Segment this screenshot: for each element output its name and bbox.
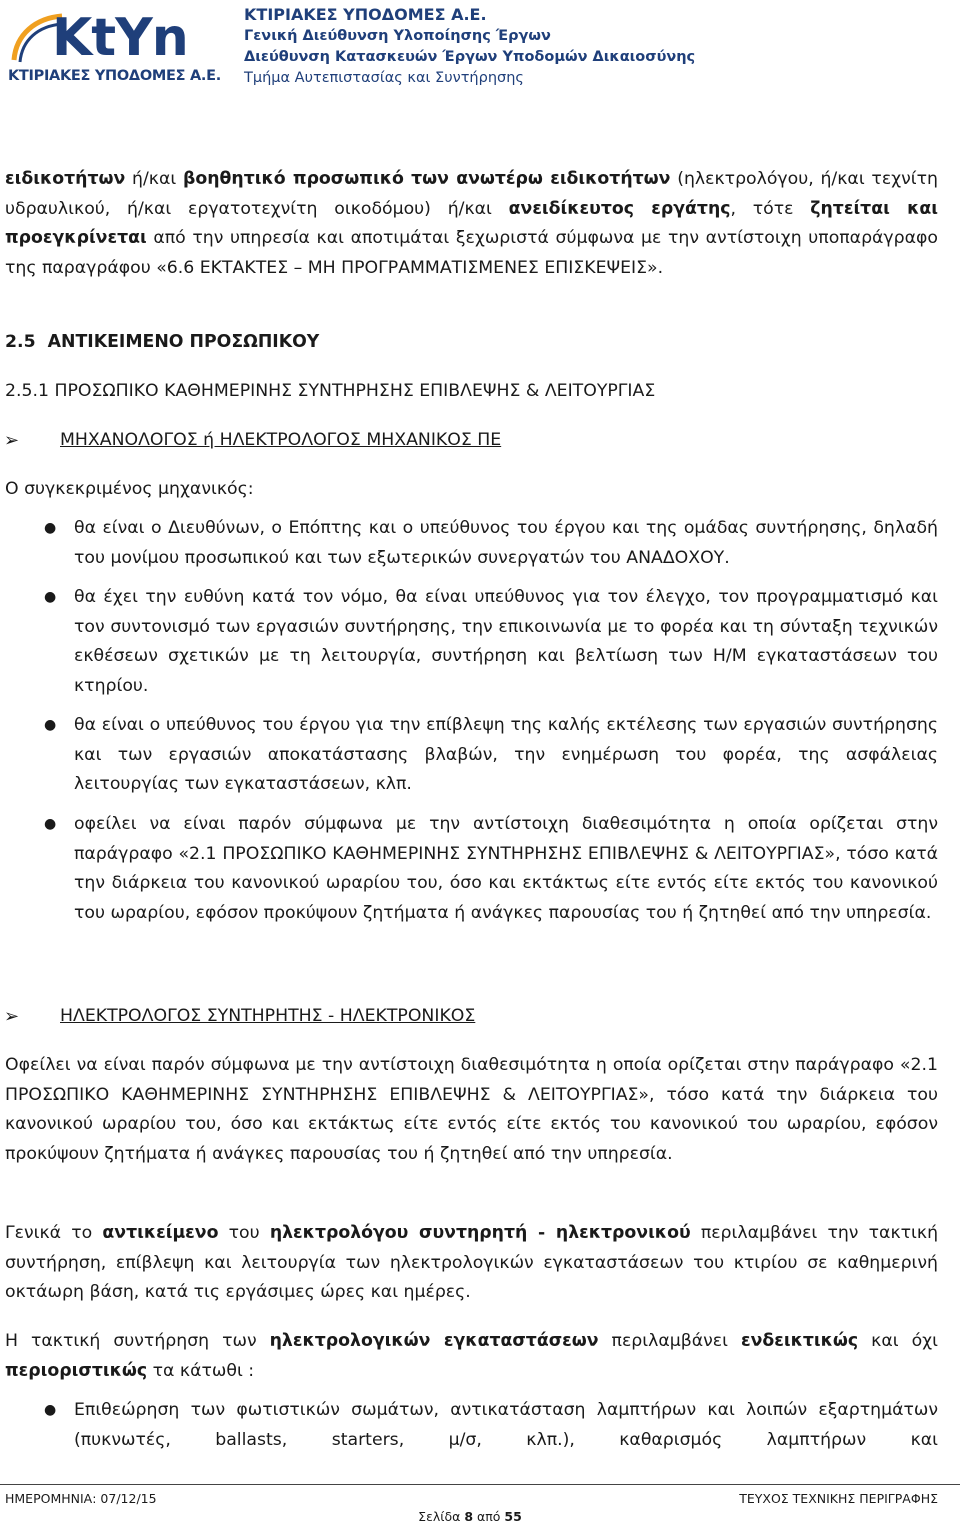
company-logo <box>8 6 240 98</box>
text-span: (ηλεκτρολόγου, ή/και τεχνίτη υδραυλικού, ή/και εργατοτεχνίτη οικοδόμου) ή/και <box>5 169 939 219</box>
footer-divider <box>0 1484 960 1485</box>
text-span: Γενικά το <box>5 1223 103 1243</box>
company-name: ΚΤΙΡΙΑΚΕΣ ΥΠΟΔΟΜΕΣ Α.Ε. <box>244 5 487 24</box>
text-span: περιλαμβάνει <box>598 1331 741 1351</box>
page-number-mid: από <box>473 1509 505 1524</box>
text-bold: ζητείται και προεγκρίνεται <box>5 198 938 248</box>
text-span: Η τακτική συντήρηση των <box>5 1331 270 1351</box>
text-span: του <box>218 1223 270 1243</box>
text-span: και όχι <box>858 1331 938 1351</box>
bullet-dot-icon: ● <box>44 520 57 536</box>
directorate-name: Διεύθυνση Κατασκευών Έργων Υποδομών Δικαιοσύνης <box>244 49 696 65</box>
intro-paragraph <box>5 165 938 283</box>
arrow-bullet-icon: ➢ <box>4 1006 20 1027</box>
text-bold: ειδικοτήτων <box>5 169 126 189</box>
text-bold: βοηθητικό προσωπικό των ανωτέρω ειδικοτήτων <box>182 169 671 189</box>
bullet-dot-icon: ● <box>44 816 57 832</box>
text-span: ή/και <box>125 169 183 189</box>
logo-subtitle: ΚΤΙΡΙΑΚΕΣ ΥΠΟΔΟΜΕΣ Α.Ε. <box>8 68 221 84</box>
role2-paragraph-availability: Οφείλει να είναι παρόν σύμφωνα με την αντίστοιχη διαθεσιμότητα η οποία ορίζεται στην παράγραφο «2.1 ΠΡΟΣΩΠΙΚΟ ΚΑΘΗΜΕΡΙΝΗΣ ΣΥΝΤΗΡΗΣΗΣ ΕΠΙΒΛΕΨΗΣ & ΛΕΙΤΟΥΡΓΙΑΣ», τόσο κατά την διάρκεια του κανονικού ωραρίου του, όσο και εκτάκτως είτε εντός είτε εκτός του κανονικού του ωραρίου, εφόσον προκύψουν ζητήματα ή ανάγκες παρουσίας του ή ζητηθεί από την υπηρεσία. <box>5 1055 938 1164</box>
role-intro: Ο συγκεκριμένος μηχανικός: <box>5 479 254 499</box>
header-text-block <box>244 4 695 89</box>
page-number-current: 8 <box>464 1509 474 1524</box>
page-number <box>0 1509 940 1524</box>
role-title-engineer: ΜΗΧΑΝΟΛΟΓΟΣ ή ΗΛΕΚΤΡΟΛΟΓΟΣ ΜΗΧΑΝΙΚΟΣ ΠΕ <box>60 430 502 450</box>
text-bold: ηλεκτρολόγου συντηρητή - ηλεκτρονικού <box>269 1223 691 1243</box>
page-number-prefix: Σελίδα <box>418 1509 465 1524</box>
department-name: Τμήμα Αυτεπιστασίας και Συντήρησης <box>244 70 524 86</box>
page-header <box>8 4 952 100</box>
list-item: οφείλει να είναι παρόν σύμφωνα με την αντίστοιχη διαθεσιμότητα η οποία ορίζεται στην παράγραφο «2.1 ΠΡΟΣΩΠΙΚΟ ΚΑΘΗΜΕΡΙΝΗΣ ΣΥΝΤΗΡΗΣΗΣ ΕΠΙΒΛΕΨΗΣ & ΛΕΙΤΟΥΡΓΙΑΣ», τόσο κατά την διάρκεια του κανονικού ωραρίου του, όσο και εκτάκτως είτε εντός είτε εκτός του κανονικού του ωραρίου, εφόσον προκύψουν ζητήματα ή ανάγκες παρουσίας του ή ζητηθεί από την υπηρεσία. <box>74 814 938 923</box>
bullet-dot-icon: ● <box>44 1402 57 1418</box>
bullet-dot-icon: ● <box>44 589 57 605</box>
section-heading: 2.5 ΑΝΤΙΚΕΙΜΕΝΟ ΠΡΟΣΩΠΙΚΟΥ <box>5 332 320 352</box>
list-item: θα είναι ο Διευθύνων, ο Επόπτης και ο υπεύθυνος του έργου και της ομάδας συντήρησης, δηλαδή του μονίμου προσωπικού και των εξωτερικών συνεργατών του ΑΝΑΔΟΧΟΥ. <box>74 518 938 568</box>
text-bold: ανειδίκευτος εργάτης <box>508 198 731 219</box>
page-number-total: 55 <box>504 1509 522 1524</box>
text-span: τα κάτωθι : <box>147 1360 255 1381</box>
text-bold: ενδεικτικώς <box>740 1331 859 1351</box>
subsection-heading: 2.5.1 ΠΡΟΣΩΠΙΚΟ ΚΑΘΗΜΕΡΙΝΗΣ ΣΥΝΤΗΡΗΣΗΣ ΕΠΙΒΛΕΨΗΣ & ΛΕΙΤΟΥΡΓΙΑΣ <box>5 381 656 401</box>
text-span: , τότε <box>730 198 811 219</box>
logo-wordmark: KtYn <box>52 8 188 68</box>
text-span: περιλαμβάνει την τακτική συντήρηση, επίβλεψη και λειτουργία των ηλεκτρολογικών εγκαταστάσεων του κτιρίου σε καθημερινή οκτάωρη βάση, κατά τις εργάσιμες ώρες και ημέρες. <box>5 1223 939 1302</box>
list-item: θα είναι ο υπεύθυνος του έργου για την επίβλεψη της καλής εκτέλεσης των εργασιών συντήρησης και των εργασιών αποκατάστασης βλαβών, την ενημέρωση του φορέα, της ασφάλειας λειτουργίας των εγκαταστάσεων, κλπ. <box>74 715 938 794</box>
text-bold: περιοριστικώς <box>5 1360 148 1381</box>
text-bold: αντικείμενο <box>102 1223 219 1243</box>
arrow-bullet-icon: ➢ <box>4 430 20 451</box>
text-span: από την υπηρεσία και αποτιμάται ξεχωριστά σύμφωνα με την αντίστοιχη υποπαράγραφο της παραγράφου «6.6 ΕΚΤΑΚΤΕΣ – ΜΗ ΠΡΟΓΡΑΜΜΑΤΙΣΜΕΝΕΣ ΕΠΙΣΚΕΨΕΙΣ». <box>5 228 938 278</box>
bullet-dot-icon: ● <box>44 717 57 733</box>
text-bold: ηλεκτρολογικών εγκαταστάσεων <box>269 1331 599 1351</box>
list-item: Επιθεώρηση των φωτιστικών σωμάτων, αντικατάσταση λαμπτήρων και λοιπών εξαρτημάτων (πυκνωτές, ballasts, starters, μ/σ, κλπ.), καθαρισμός λαμπτήρων και <box>74 1400 938 1450</box>
list-item: θα έχει την ευθύνη κατά τον νόμο, θα είναι υπεύθυνος για τον έλεγχο, τον προγραμματισμό και τον συντονισμό των εργασιών συντήρησης, την επικοινωνία με το φορέα και τη σύνταξη τεχνικών εκθέσεων σχετικών με τη λειτουργία, συντήρηση και βελτίωση των Η/Μ εγκαταστάσεων του κτηρίου. <box>74 587 938 696</box>
role2-paragraph-scope <box>5 1219 938 1308</box>
footer-date: ΗΜΕΡΟΜΗΝΙΑ: 07/12/15 <box>5 1491 157 1506</box>
footer-document-type: ΤΕΥΧΟΣ ΤΕΧΝΙΚΗΣ ΠΕΡΙΓΡΑΦΗΣ <box>739 1491 938 1506</box>
role-title-electrician: ΗΛΕΚΤΡΟΛΟΓΟΣ ΣΥΝΤΗΡΗΤΗΣ - ΗΛΕΚΤΡΟΝΙΚΟΣ <box>60 1006 476 1026</box>
division-name: Γενική Διεύθυνση Υλοποίησης Έργων <box>244 28 551 44</box>
role2-paragraph-maintenance <box>5 1327 938 1386</box>
